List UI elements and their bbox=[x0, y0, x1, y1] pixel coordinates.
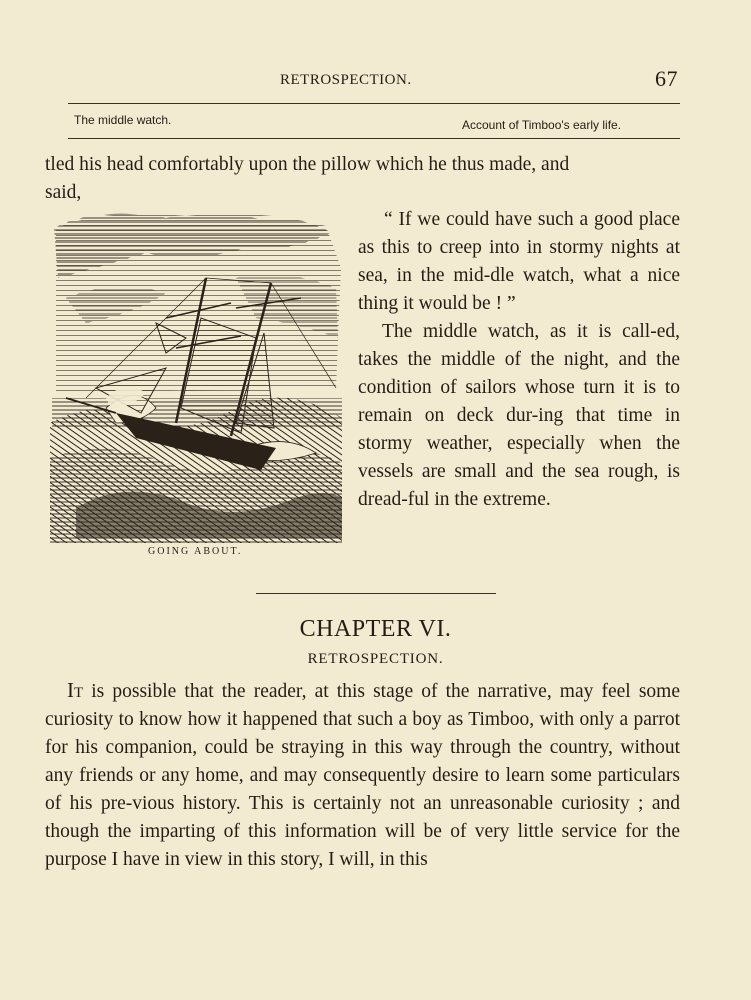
illustration-caption: GOING ABOUT. bbox=[148, 546, 243, 557]
sidenote-left: The middle watch. bbox=[74, 113, 172, 127]
sidenote-right: Account of Timboo's early life. bbox=[462, 118, 622, 132]
middle-watch-paragraph: The middle watch, as it is call-ed, takes the middle of the night, and the condition of sailors whose turn it is to remain on deck dur-ing that time in stormy weather, especially when the vessels are small and the sea rough, is dread-ful in the extreme. bbox=[358, 321, 680, 510]
chapter-subtitle: RETROSPECTION. bbox=[307, 651, 444, 667]
ship-illustration bbox=[46, 208, 346, 543]
header-rule-top bbox=[68, 103, 680, 104]
body-paragraph bbox=[45, 676, 680, 874]
body-text: is possible that the reader, at this stage of the narrative, may feel some curiosity to know how it happened that such a boy as Timboo, with only a parrot for his companion, could be straying in this way through the country, without any friends or any home, and may consequently desire to learn some particulars of his pre-vious history. This is certainly not an unreasonable curiosity ; and though the imparting of this information will be of very little service for the purpose I have in view in this story, I will, in this bbox=[45, 681, 680, 870]
page-number: 67 bbox=[655, 66, 678, 91]
right-column bbox=[358, 206, 680, 514]
header-rule-bottom bbox=[68, 138, 680, 139]
quote-paragraph: “ If we could have such a good place as this to creep into in stormy nights at sea, in the mid-dle watch, what a nice thing it would be ! ” bbox=[358, 209, 680, 314]
running-title: RETROSPECTION. bbox=[280, 72, 412, 88]
drop-word: It bbox=[67, 678, 84, 702]
chapter-title: CHAPTER VI. bbox=[299, 616, 452, 642]
ship-engraving-image bbox=[46, 208, 346, 543]
continued-line-2: said, bbox=[45, 182, 82, 203]
section-divider bbox=[256, 593, 496, 594]
continued-line-1: tled his head comfortably upon the pillow which he thus made, and bbox=[45, 154, 570, 175]
continued-paragraph bbox=[45, 151, 680, 207]
